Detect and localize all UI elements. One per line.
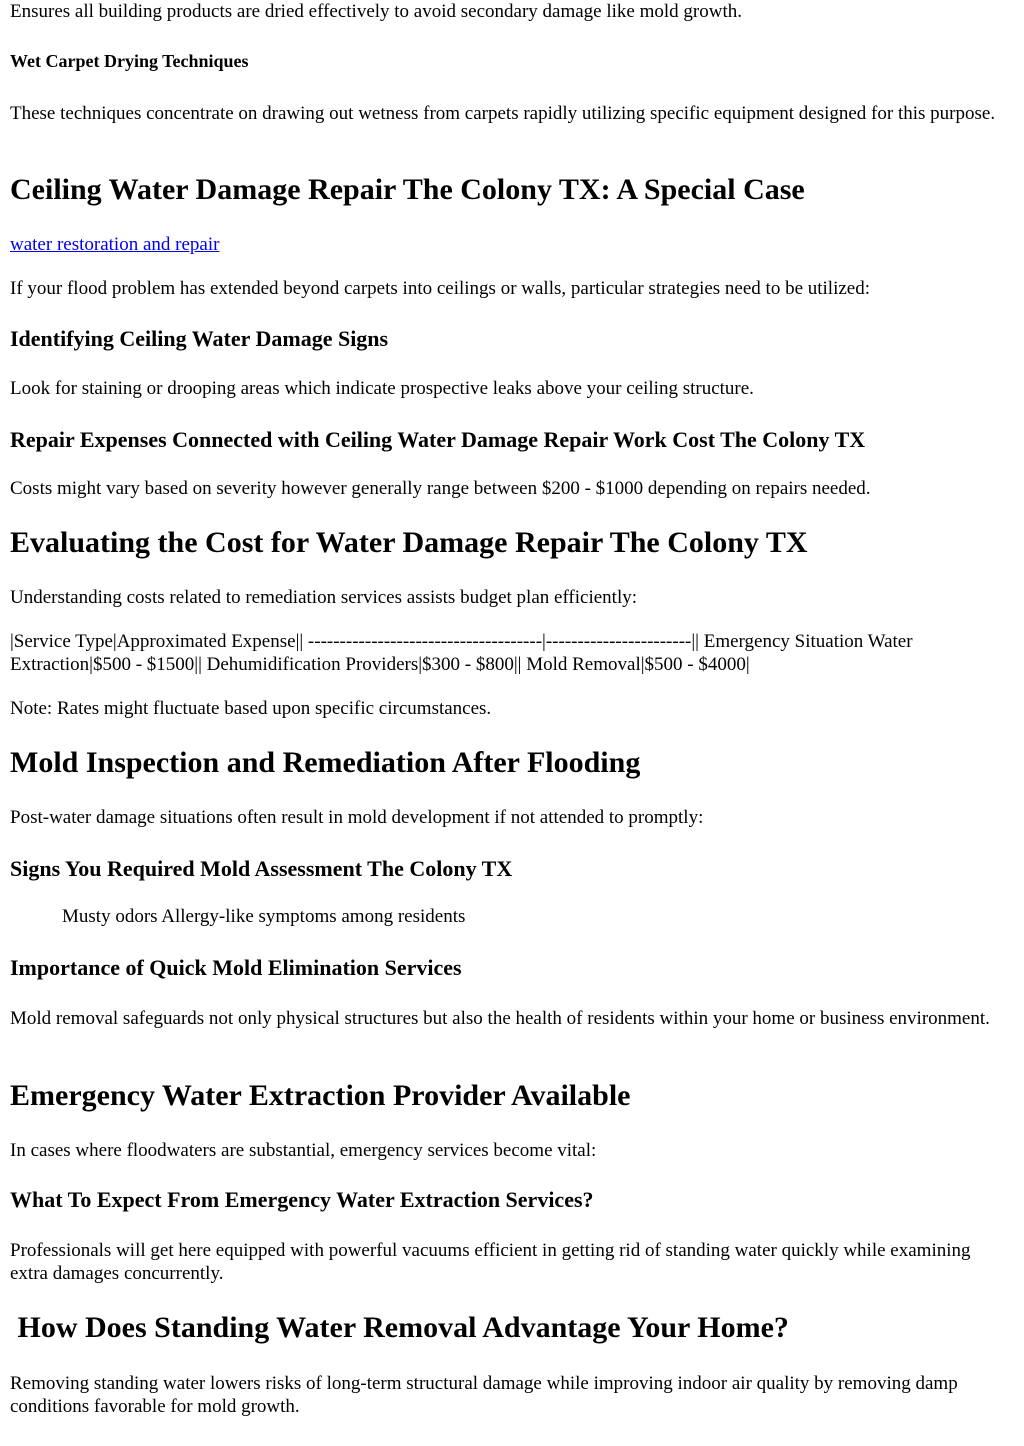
- repair-expense-paragraph: Costs might vary based on severity however generally range between $200 - $1000 depending on repairs needed.: [10, 478, 871, 499]
- cost-table-paragraph: |Service Type|Approximated Expense|| -------------------------------------|-----------------------|| Emergency Situation Water Extraction|$500 - $1500|| Dehumidification Providers|$300 - $800|| Mold Removal|$500 - $4000|: [10, 631, 913, 675]
- expect-paragraph: Professionals will get here equipped with powerful vacuums efficient in getting rid of standing water quickly while examining extra damages concurrently.: [10, 1240, 971, 1284]
- mold-paragraph: Post-water damage situations often result in mold development if not attended to promptly:: [10, 807, 704, 828]
- expect-heading: What To Expect From Emergency Water Extraction Services?: [10, 1187, 594, 1212]
- wet-carpet-heading: Wet Carpet Drying Techniques: [10, 51, 249, 71]
- evaluating-heading: Evaluating the Cost for Water Damage Repair The Colony TX: [10, 526, 808, 559]
- wet-carpet-paragraph: These techniques concentrate on drawing out wetness from carpets rapidly utilizing specific equipment designed for this purpose.: [10, 103, 996, 124]
- emergency-paragraph: In cases where floodwaters are substantial, emergency services become vital:: [10, 1140, 597, 1161]
- ceiling-paragraph: If your flood problem has extended beyond carpets into ceilings or walls, particular strategies need to be utilized:: [10, 278, 871, 299]
- signs-list: Musty odors Allergy-like symptoms among residents: [62, 906, 466, 927]
- signs-heading: Signs You Required Mold Assessment The Colony TX: [10, 856, 513, 881]
- quick-heading: Importance of Quick Mold Elimination Services: [10, 955, 462, 980]
- emergency-heading: Emergency Water Extraction Provider Available: [10, 1079, 631, 1112]
- identify-heading: Identifying Ceiling Water Damage Signs: [10, 326, 389, 351]
- quick-paragraph: Mold removal safeguards not only physical structures but also the health of residents within your home or business environment.: [10, 1008, 990, 1029]
- ceiling-heading: Ceiling Water Damage Repair The Colony TX: A Special Case: [10, 173, 805, 206]
- note-paragraph: Note: Rates might fluctuate based upon specific circumstances.: [10, 698, 492, 719]
- evaluating-paragraph: Understanding costs related to remediation services assists budget plan efficiently:: [10, 587, 638, 608]
- standing-paragraph: Removing standing water lowers risks of long-term structural damage while improving indoor air quality by removing damp conditions favorable for mold growth.: [10, 1373, 958, 1417]
- ceiling-link-paragraph: [10, 233, 1010, 256]
- intro-paragraph: Ensures all building products are dried effectively to avoid secondary damage like mold growth.: [10, 1, 742, 22]
- mold-heading: Mold Inspection and Remediation After Flooding: [10, 746, 641, 779]
- water-restoration-link[interactable]: water restoration and repair: [10, 234, 220, 255]
- repair-expense-heading: Repair Expenses Connected with Ceiling Water Damage Repair Work Cost The Colony TX: [10, 427, 866, 452]
- standing-heading: How Does Standing Water Removal Advantage Your Home?: [10, 1311, 789, 1344]
- identify-paragraph: Look for staining or drooping areas which indicate prospective leaks above your ceiling structure.: [10, 378, 754, 399]
